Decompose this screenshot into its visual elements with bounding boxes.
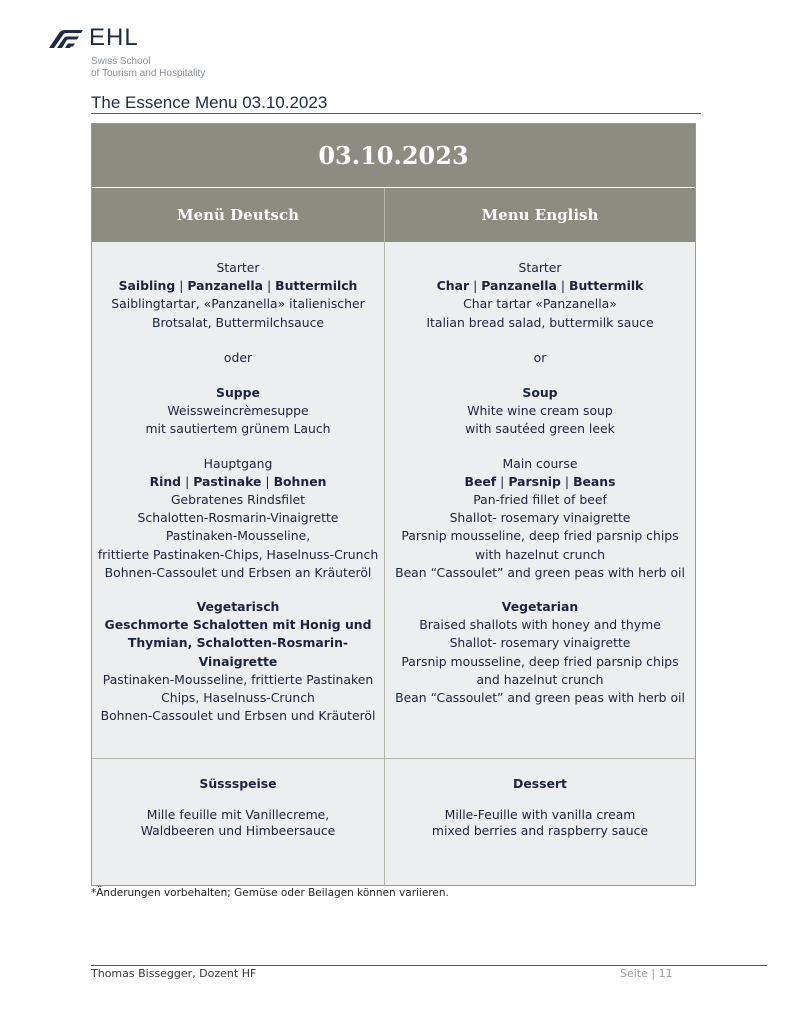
- column-header-german: Menü Deutsch: [92, 188, 384, 242]
- logo-subtitle-line1: Swiss School: [91, 56, 151, 67]
- de-main-label: Hauptgang: [203, 455, 273, 471]
- en-starter-label: Starter: [518, 260, 562, 275]
- en-veg-desc: Braised shallots with honey and thyme: [419, 617, 661, 633]
- logo-name: EHL: [89, 24, 139, 51]
- de-veg-bold: Geschmorte Schalotten mit Honig und: [104, 617, 372, 633]
- en-veg-title: Vegetarian: [501, 599, 579, 615]
- de-veg-bold: Thymian, Schalotten-Rosmarin-Vinaigrette: [127, 635, 349, 669]
- footer-author: Thomas Bissegger, Dozent HF: [91, 967, 257, 980]
- de-starter-desc: Brotsalat, Buttermilchsauce: [151, 314, 325, 330]
- english-main-cell: [385, 259, 695, 707]
- ehl-logo: [47, 24, 205, 80]
- de-main-desc: Gebratenes Rindsfilet: [170, 492, 306, 508]
- menu-table: [91, 123, 696, 886]
- en-or: or: [533, 349, 547, 365]
- en-dessert-desc: Mille-Feuille with vanilla cream: [444, 807, 636, 823]
- de-main-items: Rind | Pastinake | Bohnen: [149, 473, 327, 489]
- de-dessert-desc: Waldbeeren und Himbeersauce: [140, 823, 336, 839]
- en-dessert-title: Dessert: [513, 776, 567, 791]
- en-veg-desc: Shallot- rosemary vinaigrette: [449, 635, 631, 651]
- de-main-desc: Pastinaken-Mousseline,: [165, 528, 311, 544]
- english-dessert-cell: [385, 775, 695, 839]
- footer-rule: [91, 965, 767, 966]
- de-starter-label: Starter: [216, 260, 260, 275]
- de-main-desc: frittierte Pastinaken-Chips, Haselnuss-Crunch: [97, 546, 379, 562]
- en-main-desc: with hazelnut crunch: [474, 546, 606, 562]
- en-starter-desc: Char tartar «Panzanella»: [463, 296, 617, 312]
- en-soup-title: Soup: [522, 385, 558, 401]
- de-or: oder: [223, 349, 253, 365]
- de-starter-desc: Saiblingtartar, «Panzanella» italienischer: [111, 296, 365, 312]
- de-soup-title: Suppe: [216, 385, 260, 401]
- de-main-desc: Schalotten-Rosmarin-Vinaigrette: [137, 510, 339, 526]
- date-header: [92, 124, 695, 188]
- en-main-items: Beef | Parsnip | Beans: [464, 473, 616, 489]
- en-starter-items: Char | Panzanella | Buttermilk: [436, 278, 644, 294]
- de-soup-desc: Weissweincrèmesuppe: [167, 403, 309, 419]
- german-dessert-cell: [92, 775, 384, 839]
- de-starter-items: Saibling | Panzanella | Buttermilch: [118, 278, 358, 294]
- en-veg-desc: and hazelnut crunch: [476, 671, 604, 687]
- column-header-english: Menu English: [385, 188, 695, 242]
- en-veg-desc: Parsnip mousseline, deep fried parsnip chips: [401, 653, 679, 669]
- en-main-desc: Pan-fried fillet of beef: [473, 492, 607, 508]
- footnote: *Änderungen vorbehalten; Gemüse oder Beilagen können variieren.: [91, 887, 449, 899]
- en-soup-desc: White wine cream soup: [467, 403, 613, 419]
- en-main-desc: Parsnip mousseline, deep fried parsnip chips: [401, 528, 679, 544]
- de-dessert-desc: Mille feuille mit Vanillecreme,: [146, 807, 330, 823]
- en-dessert-desc: mixed berries and raspberry sauce: [431, 823, 649, 839]
- ehl-logo-mark-icon: [47, 27, 85, 49]
- de-soup-desc: mit sautiertem grünem Lauch: [145, 421, 331, 437]
- row-divider: [92, 758, 695, 759]
- de-dessert-title: Süssspeise: [199, 776, 277, 791]
- en-main-desc: Shallot- rosemary vinaigrette: [449, 510, 631, 526]
- german-main-cell: [92, 259, 384, 725]
- en-main-desc: Bean “Cassoulet” and green peas with herb oil: [395, 564, 685, 580]
- menu-date: 03.10.2023: [318, 141, 469, 170]
- en-main-label: Main course: [502, 455, 578, 471]
- footer-page-number: Seite | 11: [620, 967, 673, 980]
- logo-subtitle: [91, 56, 205, 80]
- en-soup-desc: with sautéed green leek: [465, 421, 615, 437]
- de-main-desc: Bohnen-Cassoulet und Erbsen an Kräuteröl: [104, 564, 372, 580]
- en-veg-desc: Bean “Cassoulet” and green peas with herb oil: [395, 690, 685, 706]
- de-veg-desc: Chips, Haselnuss-Crunch: [161, 690, 315, 706]
- de-veg-desc: Bohnen-Cassoulet und Erbsen und Kräuteröl: [100, 708, 376, 724]
- logo-subtitle-line2: of Tourism and Hospitality: [91, 68, 206, 79]
- de-veg-desc: Pastinaken-Mousseline, frittierte Pastinaken: [102, 671, 374, 687]
- de-veg-title: Vegetarisch: [196, 599, 280, 615]
- en-starter-desc: Italian bread salad, buttermilk sauce: [426, 314, 654, 330]
- document-title: The Essence Menu 03.10.2023: [91, 93, 328, 112]
- title-underline: [91, 113, 701, 114]
